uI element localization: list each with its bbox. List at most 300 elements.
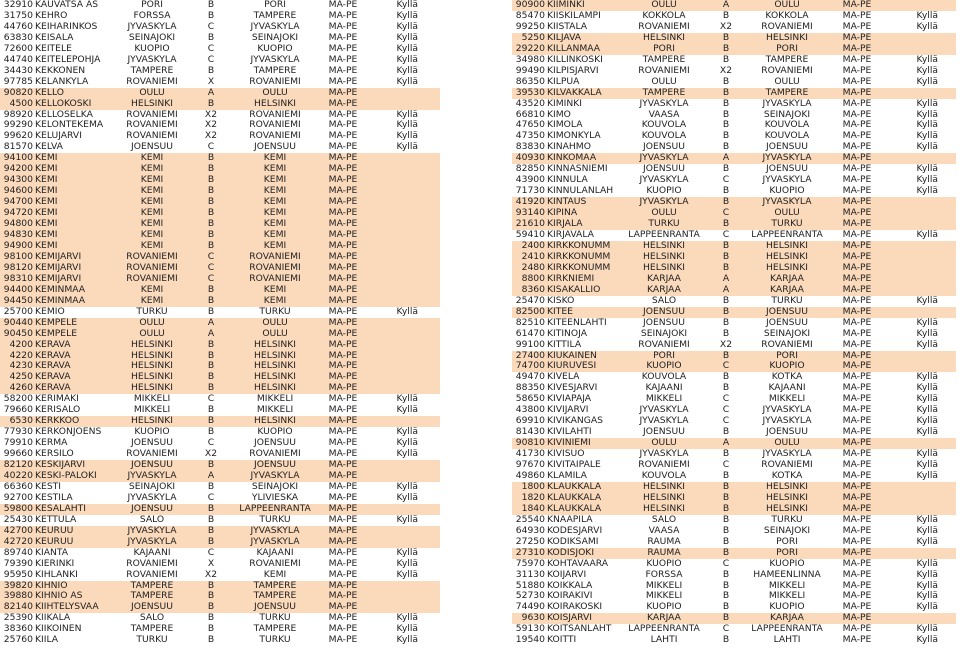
table-row bbox=[0, 164, 440, 175]
region-cell: ROVANIEMI bbox=[126, 569, 178, 580]
city-cell: KUOPIO bbox=[257, 427, 293, 438]
table-row bbox=[512, 438, 956, 449]
city-cell: KUOPIO bbox=[769, 361, 805, 372]
region-cell: OULU bbox=[139, 317, 165, 328]
availability-cell: Kyllä bbox=[916, 54, 938, 65]
table-row bbox=[512, 405, 956, 416]
postal-code-cell: 43800 bbox=[515, 405, 545, 416]
region-cell: HELSINKI bbox=[643, 503, 685, 514]
place-name-cell: KEMINMAA bbox=[35, 295, 86, 306]
table-row bbox=[512, 318, 956, 329]
region-cell: TURKU bbox=[648, 219, 680, 230]
table-row bbox=[0, 241, 440, 252]
class-cell: C bbox=[722, 405, 730, 416]
availability-cell: Kyllä bbox=[396, 21, 418, 32]
class-cell: C bbox=[207, 43, 215, 54]
class-cell: X bbox=[207, 558, 215, 569]
postal-code-cell: 98120 bbox=[3, 262, 33, 273]
place-name-cell: KIVIJÄRVI bbox=[547, 405, 589, 416]
city-cell: LAPPEENRANTA bbox=[751, 230, 823, 241]
availability-cell: Kyllä bbox=[396, 481, 418, 492]
region-cell: ROVANIEMI bbox=[126, 262, 178, 273]
availability-cell: Kyllä bbox=[916, 635, 938, 646]
availability-cell: Kyllä bbox=[916, 230, 938, 241]
days-cell: MA-PE bbox=[842, 613, 872, 624]
availability-cell: Kyllä bbox=[396, 76, 418, 87]
table-row bbox=[0, 88, 440, 99]
city-cell: KUOPIO bbox=[257, 43, 293, 54]
region-cell: JOENSUU bbox=[643, 142, 685, 153]
city-cell: KARJAA bbox=[770, 613, 804, 624]
place-name-cell: KOIRAKOSKI bbox=[547, 602, 603, 613]
city-cell: JYVÄSKYLÄ bbox=[762, 416, 812, 427]
days-cell: MA-PE bbox=[328, 208, 358, 219]
class-cell: C bbox=[722, 230, 730, 241]
table-row bbox=[0, 318, 440, 329]
class-cell: B bbox=[722, 372, 730, 383]
region-cell: KARJAA bbox=[647, 613, 681, 624]
city-cell: KEMI bbox=[263, 197, 287, 208]
city-cell: KOKKOLA bbox=[765, 10, 809, 21]
class-cell: C bbox=[722, 624, 730, 635]
days-cell: MA-PE bbox=[328, 470, 358, 481]
postal-code-cell: 82140 bbox=[3, 602, 33, 613]
class-cell: C bbox=[722, 558, 730, 569]
days-cell: MA-PE bbox=[842, 10, 872, 21]
days-cell: MA-PE bbox=[842, 131, 872, 142]
days-cell: MA-PE bbox=[842, 624, 872, 635]
class-cell: B bbox=[722, 219, 730, 230]
days-cell: MA-PE bbox=[328, 492, 358, 503]
availability-cell: Kyllä bbox=[916, 405, 938, 416]
place-name-cell: KIIKALA bbox=[35, 613, 71, 624]
place-name-cell: KOITTI bbox=[547, 635, 577, 646]
availability-cell: Kyllä bbox=[916, 514, 938, 525]
postal-code-cell: 99250 bbox=[515, 21, 545, 32]
days-cell: MA-PE bbox=[842, 525, 872, 536]
days-cell: MA-PE bbox=[328, 142, 358, 153]
region-cell: FORSSA bbox=[133, 10, 171, 21]
region-cell: KUOPIO bbox=[646, 558, 682, 569]
table-row bbox=[512, 230, 956, 241]
class-cell: A bbox=[722, 284, 730, 295]
place-name-cell: KEKKONEN bbox=[35, 65, 86, 76]
availability-cell: Kyllä bbox=[916, 164, 938, 175]
postal-code-cell: 9630 bbox=[521, 613, 545, 624]
region-cell: RAUMA bbox=[647, 536, 681, 547]
place-name-cell: KEMI bbox=[35, 153, 58, 164]
place-name-cell: KISKO bbox=[547, 295, 575, 306]
region-cell: ROVANIEMI bbox=[638, 460, 690, 471]
region-cell: LAPPEENRANTA bbox=[628, 230, 700, 241]
place-name-cell: KERAVA bbox=[35, 361, 71, 372]
class-cell: B bbox=[722, 470, 730, 481]
days-cell: MA-PE bbox=[842, 449, 872, 460]
city-cell: KOTKA bbox=[771, 470, 803, 481]
city-cell: TURKU bbox=[771, 295, 803, 306]
region-cell: OULU bbox=[139, 328, 165, 339]
city-cell: SEINÄJOKI bbox=[763, 525, 811, 536]
class-cell: B bbox=[722, 43, 730, 54]
table-row bbox=[512, 559, 956, 570]
place-name-cell: KIHNIÖ AS bbox=[35, 591, 83, 602]
table-row bbox=[512, 88, 956, 99]
place-name-cell: KOHTAVAARA bbox=[547, 558, 609, 569]
place-name-cell: KILJAVA bbox=[547, 32, 582, 43]
class-cell: A bbox=[722, 0, 730, 10]
table-row bbox=[512, 526, 956, 537]
class-cell: B bbox=[722, 10, 730, 21]
place-name-cell: KIMINKI bbox=[547, 98, 582, 109]
city-cell: JOENSUU bbox=[766, 142, 808, 153]
class-cell: A bbox=[722, 153, 730, 164]
postal-code-cell: 99290 bbox=[3, 120, 33, 131]
days-cell: MA-PE bbox=[328, 394, 358, 405]
region-cell: TAMPERE bbox=[642, 87, 686, 98]
place-name-cell: KIERINKI bbox=[35, 558, 75, 569]
place-name-cell: KITTILÄ bbox=[547, 339, 582, 350]
class-cell: B bbox=[722, 32, 730, 43]
table-row bbox=[0, 186, 440, 197]
city-cell: SEINÄJOKI bbox=[251, 481, 299, 492]
table-row bbox=[0, 307, 440, 318]
days-cell: MA-PE bbox=[328, 186, 358, 197]
postal-code-cell: 99620 bbox=[3, 131, 33, 142]
city-cell: TURKU bbox=[259, 514, 291, 525]
postal-code-cell: 99660 bbox=[3, 449, 33, 460]
place-name-cell: KODISJOKI bbox=[547, 547, 595, 558]
place-name-cell: KIHNIÖ bbox=[35, 580, 68, 591]
class-cell: C bbox=[207, 142, 215, 153]
city-cell: KEMI bbox=[263, 295, 287, 306]
class-cell: C bbox=[207, 273, 215, 284]
availability-cell: Kyllä bbox=[396, 438, 418, 449]
days-cell: MA-PE bbox=[328, 10, 358, 21]
table-row bbox=[0, 77, 440, 88]
class-cell: C bbox=[207, 438, 215, 449]
place-name-cell: KIVELÄ bbox=[547, 372, 580, 383]
city-cell: MIKKELI bbox=[256, 394, 294, 405]
place-name-cell: KINTAUS bbox=[547, 197, 587, 208]
days-cell: MA-PE bbox=[328, 251, 358, 262]
availability-cell: Kyllä bbox=[916, 10, 938, 21]
region-cell: ROVANIEMI bbox=[126, 558, 178, 569]
postal-code-cell: 40220 bbox=[3, 470, 33, 481]
place-name-cell: KIRKKONUMM bbox=[547, 262, 611, 273]
city-cell: HELSINKI bbox=[766, 503, 808, 514]
days-cell: MA-PE bbox=[328, 361, 358, 372]
table-row bbox=[0, 351, 440, 362]
class-cell: B bbox=[207, 635, 215, 646]
place-name-cell: KEITELEPOHJA bbox=[35, 54, 101, 65]
days-cell: MA-PE bbox=[328, 21, 358, 32]
city-cell: JOENSUU bbox=[254, 602, 296, 613]
place-name-cell: KERAVA bbox=[35, 372, 71, 383]
availability-cell: Kyllä bbox=[396, 405, 418, 416]
city-cell: TURKU bbox=[259, 635, 291, 646]
city-cell: KEMI bbox=[263, 164, 287, 175]
postal-code-cell: 98920 bbox=[3, 109, 33, 120]
place-name-cell: KIISTALA bbox=[547, 21, 588, 32]
region-cell: JOENSUU bbox=[131, 602, 173, 613]
region-cell: KOKKOLA bbox=[642, 10, 686, 21]
days-cell: MA-PE bbox=[328, 0, 358, 10]
postal-code-cell: 98310 bbox=[3, 273, 33, 284]
table-row bbox=[512, 241, 956, 252]
class-cell: B bbox=[207, 230, 215, 241]
region-cell: SALO bbox=[651, 295, 677, 306]
availability-cell: Kyllä bbox=[916, 525, 938, 536]
days-cell: MA-PE bbox=[328, 32, 358, 43]
class-cell: B bbox=[207, 383, 215, 394]
days-cell: MA-PE bbox=[328, 43, 358, 54]
availability-cell: Kyllä bbox=[396, 109, 418, 120]
region-cell: OULU bbox=[651, 208, 677, 219]
availability-cell: Kyllä bbox=[916, 120, 938, 131]
city-cell: JYVÄSKYLÄ bbox=[250, 470, 300, 481]
region-cell: JOENSUU bbox=[131, 460, 173, 471]
class-cell: B bbox=[722, 142, 730, 153]
place-name-cell: KIVISUO bbox=[547, 449, 585, 460]
region-cell: ROVANIEMI bbox=[638, 21, 690, 32]
table-row bbox=[512, 307, 956, 318]
days-cell: MA-PE bbox=[842, 350, 872, 361]
city-cell: PORI bbox=[776, 536, 798, 547]
postal-code-cell: 39880 bbox=[3, 591, 33, 602]
city-cell: HELSINKI bbox=[254, 383, 296, 394]
postal-code-cell: 94400 bbox=[3, 284, 33, 295]
city-cell: JOENSUU bbox=[254, 142, 296, 153]
region-cell: JYVÄSKYLÄ bbox=[127, 21, 177, 32]
class-cell: B bbox=[207, 295, 215, 306]
days-cell: MA-PE bbox=[328, 350, 358, 361]
postal-code-cell: 38360 bbox=[3, 624, 33, 635]
class-cell: B bbox=[207, 208, 215, 219]
availability-cell: Kyllä bbox=[396, 394, 418, 405]
place-name-cell: KOITSANLAHT bbox=[547, 624, 612, 635]
availability-cell: Kyllä bbox=[916, 602, 938, 613]
postal-code-cell: 82120 bbox=[3, 460, 33, 471]
region-cell: KUOPIO bbox=[134, 43, 170, 54]
postal-code-cell: 42720 bbox=[3, 536, 33, 547]
left-table bbox=[0, 0, 440, 646]
city-cell: PORI bbox=[776, 350, 798, 361]
place-name-cell: KEITELE bbox=[35, 43, 72, 54]
class-cell: C bbox=[722, 361, 730, 372]
city-cell: MIKKELI bbox=[768, 394, 806, 405]
place-name-cell: KIILA bbox=[35, 635, 59, 646]
class-cell: A bbox=[722, 438, 730, 449]
region-cell: SALO bbox=[139, 613, 165, 624]
availability-cell: Kyllä bbox=[916, 317, 938, 328]
class-cell: B bbox=[722, 613, 730, 624]
class-cell: B bbox=[207, 481, 215, 492]
class-cell: B bbox=[722, 98, 730, 109]
table-row bbox=[0, 0, 440, 11]
postal-code-cell: 58650 bbox=[515, 394, 545, 405]
table-row bbox=[512, 504, 956, 515]
days-cell: MA-PE bbox=[842, 295, 872, 306]
table-row bbox=[512, 197, 956, 208]
place-name-cell: KINNASNIEMI bbox=[547, 164, 608, 175]
class-cell: B bbox=[207, 240, 215, 251]
region-cell: VAASA bbox=[648, 109, 680, 120]
postal-code-cell: 34980 bbox=[515, 54, 545, 65]
days-cell: MA-PE bbox=[328, 460, 358, 471]
place-name-cell: KEMI bbox=[35, 186, 58, 197]
table-row bbox=[512, 383, 956, 394]
table-row bbox=[512, 581, 956, 592]
city-cell: OULU bbox=[262, 328, 288, 339]
city-cell: HELSINKI bbox=[766, 481, 808, 492]
postal-code-cell: 94200 bbox=[3, 164, 33, 175]
class-cell: C bbox=[207, 54, 215, 65]
region-cell: RAUMA bbox=[647, 547, 681, 558]
postal-code-cell: 99100 bbox=[515, 339, 545, 350]
region-cell: MIKKELI bbox=[645, 394, 683, 405]
place-name-cell: KIMO bbox=[547, 109, 571, 120]
availability-cell: Kyllä bbox=[396, 569, 418, 580]
postal-code-cell: 94720 bbox=[3, 208, 33, 219]
postal-code-cell: 4200 bbox=[9, 339, 33, 350]
table-row bbox=[512, 263, 956, 274]
postal-code-cell: 25390 bbox=[3, 613, 33, 624]
class-cell: B bbox=[722, 87, 730, 98]
table-row bbox=[512, 285, 956, 296]
city-cell: TAMPERE bbox=[253, 591, 297, 602]
postal-code-cell: 75970 bbox=[515, 558, 545, 569]
table-row bbox=[512, 99, 956, 110]
city-cell: JOENSUU bbox=[766, 427, 808, 438]
table-row bbox=[512, 186, 956, 197]
table-row bbox=[0, 110, 440, 121]
region-cell: ROVANIEMI bbox=[126, 251, 178, 262]
postal-code-cell: 94100 bbox=[3, 153, 33, 164]
class-cell: B bbox=[722, 481, 730, 492]
region-cell: KEMI bbox=[140, 197, 164, 208]
place-name-cell: KEMIÖ bbox=[35, 306, 65, 317]
region-cell: ROVANIEMI bbox=[126, 449, 178, 460]
region-cell: KUOPIO bbox=[646, 361, 682, 372]
city-cell: HELSINKI bbox=[254, 416, 296, 427]
days-cell: MA-PE bbox=[842, 32, 872, 43]
days-cell: MA-PE bbox=[842, 580, 872, 591]
city-cell: ROVANIEMI bbox=[249, 251, 301, 262]
region-cell: TAMPERE bbox=[130, 624, 174, 635]
availability-cell: Kyllä bbox=[396, 142, 418, 153]
class-cell: B bbox=[722, 525, 730, 536]
days-cell: MA-PE bbox=[328, 547, 358, 558]
place-name-cell: KIHLANKI bbox=[35, 569, 78, 580]
class-cell: B bbox=[207, 219, 215, 230]
city-cell: KEMI bbox=[263, 186, 287, 197]
class-cell: B bbox=[722, 536, 730, 547]
days-cell: MA-PE bbox=[842, 0, 872, 10]
postal-code-cell: 95950 bbox=[3, 569, 33, 580]
table-row bbox=[512, 416, 956, 427]
table-row bbox=[0, 142, 440, 153]
class-cell: B bbox=[207, 624, 215, 635]
place-name-cell: KIIMINKI bbox=[547, 0, 585, 10]
place-name-cell: KESTILÄ bbox=[35, 492, 73, 503]
place-name-cell: KELLOSELKÄ bbox=[35, 109, 93, 120]
place-name-cell: KILPISJÄRVI bbox=[547, 65, 599, 76]
days-cell: MA-PE bbox=[842, 438, 872, 449]
region-cell: JYVÄSKYLÄ bbox=[639, 449, 689, 460]
place-name-cell: KESÄLAHTI bbox=[35, 503, 86, 514]
class-cell: B bbox=[722, 514, 730, 525]
table-row bbox=[0, 120, 440, 131]
postal-code-cell: 82510 bbox=[515, 317, 545, 328]
city-cell: KEMI bbox=[263, 175, 287, 186]
city-cell: ROVANIEMI bbox=[761, 21, 813, 32]
days-cell: MA-PE bbox=[842, 219, 872, 230]
postal-code-cell: 1800 bbox=[521, 481, 545, 492]
class-cell: C bbox=[207, 262, 215, 273]
place-name-cell: KELUJÄRVI bbox=[35, 131, 82, 142]
region-cell: ROVANIEMI bbox=[126, 76, 178, 87]
postal-code-cell: 4250 bbox=[9, 372, 33, 383]
days-cell: MA-PE bbox=[842, 164, 872, 175]
postal-code-cell: 94800 bbox=[3, 219, 33, 230]
city-cell: HELSINKI bbox=[766, 240, 808, 251]
place-name-cell: KNAAPILA bbox=[547, 514, 593, 525]
city-cell: LAPPEENRANTA bbox=[239, 503, 311, 514]
place-name-cell: KIIHTELYSVAA bbox=[35, 602, 99, 613]
table-row bbox=[512, 329, 956, 340]
availability-cell: Kyllä bbox=[396, 514, 418, 525]
region-cell: TAMPERE bbox=[130, 580, 174, 591]
class-cell: A bbox=[207, 470, 215, 481]
place-name-cell: KERAVA bbox=[35, 350, 71, 361]
postal-code-cell: 92700 bbox=[3, 492, 33, 503]
region-cell: ROVANIEMI bbox=[126, 273, 178, 284]
city-cell: JYVÄSKYLÄ bbox=[762, 449, 812, 460]
place-name-cell: KEMI bbox=[35, 230, 58, 241]
place-name-cell: KESTI bbox=[35, 481, 61, 492]
region-cell: KEMI bbox=[140, 240, 164, 251]
availability-cell: Kyllä bbox=[916, 558, 938, 569]
table-row bbox=[0, 263, 440, 274]
class-cell: A bbox=[207, 87, 215, 98]
postal-code-cell: 4230 bbox=[9, 361, 33, 372]
city-cell: TAMPERE bbox=[253, 10, 297, 21]
city-cell: TAMPERE bbox=[253, 624, 297, 635]
place-name-cell: KEMI bbox=[35, 164, 58, 175]
city-cell: HELSINKI bbox=[254, 98, 296, 109]
table-row bbox=[0, 197, 440, 208]
availability-cell: Kyllä bbox=[396, 306, 418, 317]
postal-code-cell: 94700 bbox=[3, 197, 33, 208]
city-cell: PORI bbox=[264, 0, 286, 10]
place-name-cell: KESKIJÄRVI bbox=[35, 460, 86, 471]
class-cell: A bbox=[207, 328, 215, 339]
class-cell: A bbox=[722, 273, 730, 284]
region-cell: JOENSUU bbox=[131, 503, 173, 514]
days-cell: MA-PE bbox=[842, 394, 872, 405]
postal-code-cell: 44760 bbox=[3, 21, 33, 32]
table-row bbox=[512, 394, 956, 405]
class-cell: B bbox=[722, 547, 730, 558]
days-cell: MA-PE bbox=[328, 197, 358, 208]
region-cell: KUOPIO bbox=[646, 602, 682, 613]
days-cell: MA-PE bbox=[328, 87, 358, 98]
class-cell: B bbox=[207, 427, 215, 438]
days-cell: MA-PE bbox=[842, 240, 872, 251]
days-cell: MA-PE bbox=[328, 569, 358, 580]
place-name-cell: KOIKKALA bbox=[547, 580, 593, 591]
days-cell: MA-PE bbox=[842, 372, 872, 383]
